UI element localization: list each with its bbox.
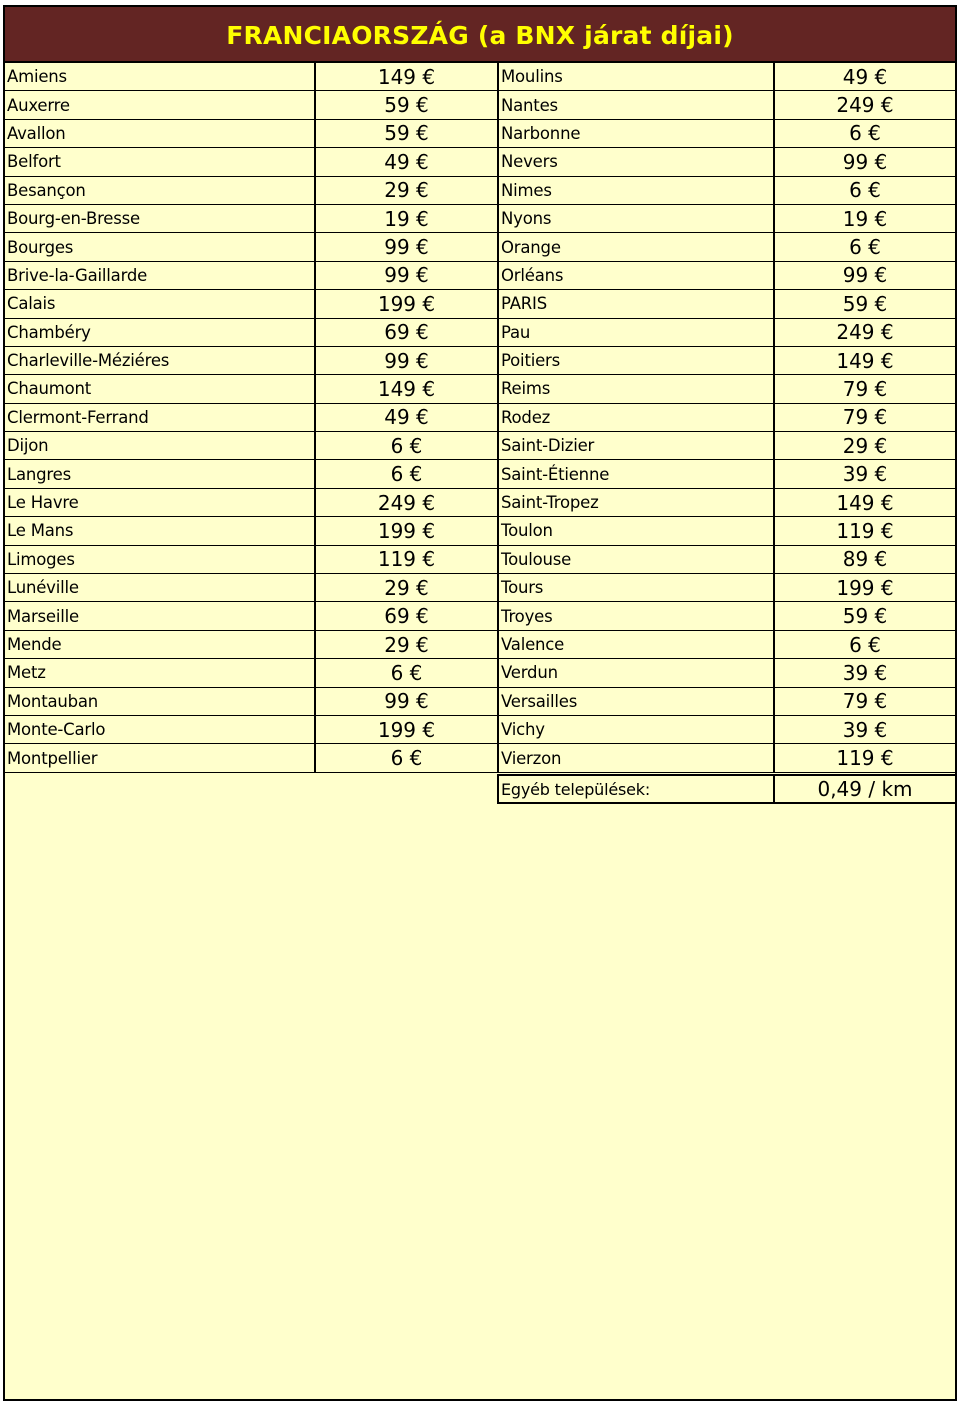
right-city: Nyons	[499, 205, 775, 232]
left-city: Avallon	[5, 120, 316, 147]
left-price: 29 €	[316, 631, 499, 658]
left-city: Dijon	[5, 432, 316, 459]
left-city: Chambéry	[5, 319, 316, 346]
left-city: Langres	[5, 460, 316, 487]
left-city: Amiens	[5, 63, 316, 90]
table-row	[5, 432, 955, 460]
right-city: Toulon	[499, 517, 775, 544]
right-price: 39 €	[842, 462, 888, 487]
table-row	[5, 546, 955, 574]
left-price: 6 €	[316, 432, 499, 459]
left-price: 6 €	[316, 744, 499, 771]
right-price: 249 €	[836, 320, 894, 345]
right-city: Moulins	[499, 63, 775, 90]
left-city: Auxerre	[5, 91, 316, 118]
right-city: Versailles	[499, 688, 775, 715]
right-price: 49 €	[842, 64, 888, 89]
left-city: Clermont-Ferrand	[5, 404, 316, 431]
left-price: 29 €	[316, 177, 499, 204]
right-city: Valence	[499, 631, 775, 658]
right-city: Nantes	[499, 91, 775, 118]
table-row	[5, 489, 955, 517]
right-city: Vichy	[499, 716, 775, 743]
other-settlements-row	[497, 774, 955, 804]
right-price: 99 €	[842, 149, 888, 174]
table-row	[5, 688, 955, 716]
right-city: Saint-Tropez	[499, 489, 775, 516]
right-price: 79 €	[842, 376, 888, 401]
left-city: Bourges	[5, 233, 316, 260]
table-row	[5, 148, 955, 176]
table-row	[5, 460, 955, 488]
table-row	[5, 290, 955, 318]
right-city: Saint-Étienne	[499, 460, 775, 487]
table-row	[5, 319, 955, 347]
table-row	[5, 120, 955, 148]
left-price: 199 €	[316, 517, 499, 544]
right-price: 6 €	[849, 632, 881, 657]
table-row	[5, 347, 955, 375]
table-row	[5, 631, 955, 659]
right-city: Poitiers	[499, 347, 775, 374]
left-city: Belfort	[5, 148, 316, 175]
left-city: Charleville-Méziéres	[5, 347, 316, 374]
table-row	[5, 63, 955, 91]
right-price: 249 €	[836, 93, 894, 118]
table-row	[5, 262, 955, 290]
table-row	[5, 91, 955, 119]
left-price: 149 €	[316, 63, 499, 90]
left-price: 149 €	[316, 375, 499, 402]
table-row	[5, 205, 955, 233]
left-city: Besançon	[5, 177, 316, 204]
right-price: 99 €	[842, 263, 888, 288]
left-price: 59 €	[316, 120, 499, 147]
left-price: 99 €	[316, 688, 499, 715]
right-city: PARIS	[499, 290, 775, 317]
other-settlements-label: Egyéb települések:	[499, 776, 775, 802]
left-price: 6 €	[316, 659, 499, 686]
right-price: 79 €	[842, 405, 888, 430]
right-city: Tours	[499, 574, 775, 601]
right-price: 39 €	[842, 717, 888, 742]
right-price: 6 €	[849, 178, 881, 203]
left-price: 19 €	[316, 205, 499, 232]
right-city: Toulouse	[499, 546, 775, 573]
left-price: 49 €	[316, 148, 499, 175]
table-row	[5, 177, 955, 205]
table-row	[5, 744, 955, 772]
left-city: Calais	[5, 290, 316, 317]
left-city: Lunéville	[5, 574, 316, 601]
table-row	[5, 517, 955, 545]
right-price: 149 €	[836, 490, 894, 515]
title-bar	[5, 7, 955, 63]
table-row	[5, 574, 955, 602]
right-city: Rodez	[499, 404, 775, 431]
left-city: Le Mans	[5, 517, 316, 544]
right-city: Reims	[499, 375, 775, 402]
left-city: Montauban	[5, 688, 316, 715]
right-price: 119 €	[836, 746, 894, 771]
table-row	[5, 233, 955, 261]
left-price: 119 €	[316, 546, 499, 573]
right-city: Orléans	[499, 262, 775, 289]
other-settlements-price: 0,49 / km	[817, 777, 913, 801]
table-row	[5, 602, 955, 630]
right-price: 119 €	[836, 518, 894, 543]
right-price: 29 €	[842, 433, 888, 458]
right-price: 6 €	[849, 235, 881, 260]
left-city: Le Havre	[5, 489, 316, 516]
left-city: Bourg-en-Bresse	[5, 205, 316, 232]
right-city: Saint-Dizier	[499, 432, 775, 459]
table-row	[5, 404, 955, 432]
price-table	[5, 63, 955, 773]
left-city: Monte-Carlo	[5, 716, 316, 743]
right-price: 59 €	[842, 291, 888, 316]
left-price: 6 €	[316, 460, 499, 487]
right-price: 39 €	[842, 660, 888, 685]
left-city: Chaumont	[5, 375, 316, 402]
table-row	[5, 659, 955, 687]
right-price: 59 €	[842, 604, 888, 629]
right-price: 6 €	[849, 121, 881, 146]
right-price: 199 €	[836, 575, 894, 600]
left-city: Metz	[5, 659, 316, 686]
left-price: 59 €	[316, 91, 499, 118]
left-price: 99 €	[316, 347, 499, 374]
right-city: Vierzon	[499, 744, 775, 771]
right-city: Troyes	[499, 602, 775, 629]
left-price: 99 €	[316, 262, 499, 289]
right-price: 89 €	[842, 547, 888, 572]
page-title: FRANCIAORSZÁG (a BNX járat díjai)	[226, 20, 734, 50]
right-city: Pau	[499, 319, 775, 346]
right-city: Verdun	[499, 659, 775, 686]
left-price: 199 €	[316, 290, 499, 317]
left-price: 49 €	[316, 404, 499, 431]
left-price: 99 €	[316, 233, 499, 260]
left-city: Montpellier	[5, 744, 316, 771]
right-city: Orange	[499, 233, 775, 260]
right-price: 149 €	[836, 348, 894, 373]
left-price: 29 €	[316, 574, 499, 601]
left-price: 69 €	[316, 602, 499, 629]
right-city: Nimes	[499, 177, 775, 204]
left-price: 199 €	[316, 716, 499, 743]
left-city: Limoges	[5, 546, 316, 573]
left-city: Mende	[5, 631, 316, 658]
table-row	[5, 375, 955, 403]
left-price: 249 €	[316, 489, 499, 516]
left-city: Brive-la-Gaillarde	[5, 262, 316, 289]
left-price: 69 €	[316, 319, 499, 346]
right-city: Nevers	[499, 148, 775, 175]
table-row	[5, 716, 955, 744]
right-price: 19 €	[842, 206, 888, 231]
price-sheet	[3, 5, 957, 1401]
right-price: 79 €	[842, 689, 888, 714]
right-city: Narbonne	[499, 120, 775, 147]
left-city: Marseille	[5, 602, 316, 629]
